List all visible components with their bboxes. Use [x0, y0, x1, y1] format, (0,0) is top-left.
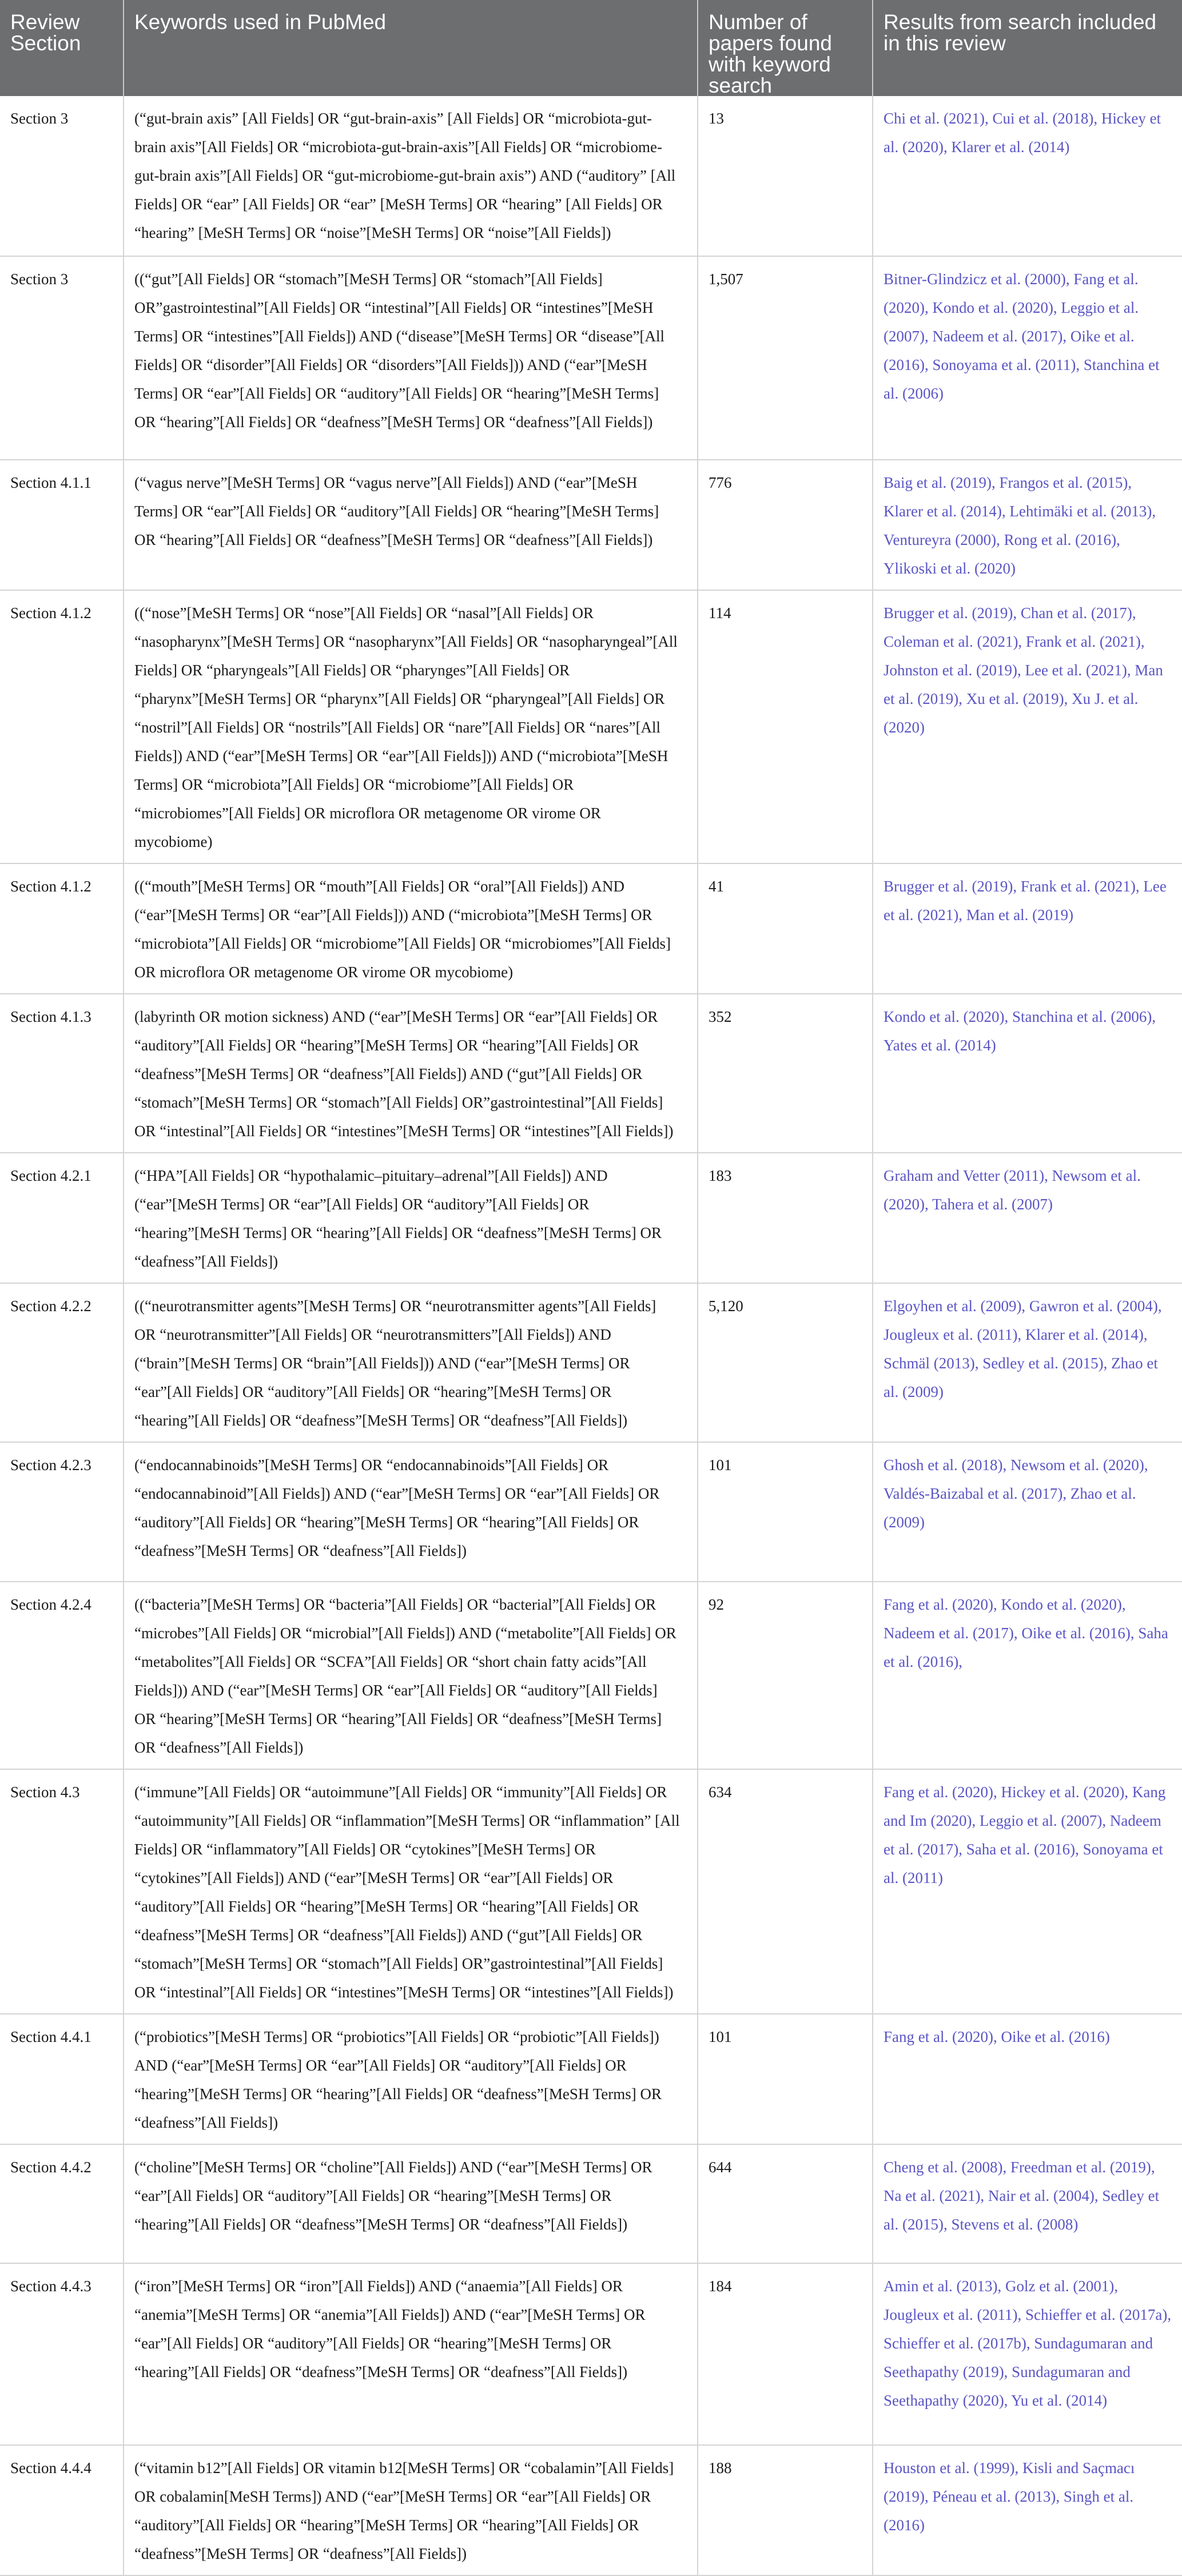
table-row [0, 2144, 1182, 2263]
paper-count-cell: 5,120 [698, 1283, 873, 1442]
section-cell: Section 4.2.1 [0, 1153, 124, 1283]
table-row [0, 2014, 1182, 2144]
header-keywords: Keywords used in PubMed [124, 0, 698, 96]
header-paper-count: Number of papers found with keyword search [698, 0, 873, 96]
results-cell[interactable]: Graham and Vetter (2011), Newsom et al. (2020), Tahera et al. (2007) [873, 1153, 1182, 1283]
keywords-cell: ((“gut”[All Fields] OR “stomach”[MeSH Terms] OR “stomach”[All Fields] OR”gastrointestinal”[All Fields] OR “intestinal”[All Fields] OR “intestines”[MeSH Terms] OR “intestines”[All Fields]) AND (“disease”[MeSH Terms] OR “disease”[All Fields] OR “disorder”[All Fields] OR “disorders”[All Fields])) AND (“ear”[MeSH Terms] OR “ear”[All Fields] OR “auditory”[All Fields] OR “hearing”[MeSH Terms] OR “hearing”[All Fields] OR “deafness”[MeSH Terms] OR “deafness”[All Fields]) [124, 256, 698, 460]
table-row [0, 1283, 1182, 1442]
paper-count-cell: 776 [698, 460, 873, 590]
header-review-section: Review Section [0, 0, 124, 96]
header-row [0, 0, 1182, 96]
paper-count-cell: 101 [698, 1442, 873, 1582]
header-results: Results from search included in this review [873, 0, 1182, 96]
section-cell: Section 4.4.4 [0, 2445, 124, 2575]
paper-count-cell: 13 [698, 96, 873, 256]
paper-count-cell: 184 [698, 2263, 873, 2445]
keywords-cell: (“vitamin b12”[All Fields] OR vitamin b12[MeSH Terms] OR “cobalamin”[All Fields] OR cobalamin[MeSH Terms]) AND (“ear”[MeSH Terms] OR “ear”[All Fields] OR “auditory”[All Fields] OR “hearing”[MeSH Terms] OR “hearing”[All Fields] OR “deafness”[MeSH Terms] OR “deafness”[All Fields]) [124, 2445, 698, 2575]
section-cell: Section 4.4.3 [0, 2263, 124, 2445]
paper-count-cell: 114 [698, 590, 873, 863]
results-cell[interactable]: Fang et al. (2020), Oike et al. (2016) [873, 2014, 1182, 2144]
paper-count-cell: 92 [698, 1582, 873, 1769]
table-row [0, 1582, 1182, 1769]
results-cell[interactable]: Fang et al. (2020), Kondo et al. (2020), Nadeem et al. (2017), Oike et al. (2016), Saha et al. (2016), [873, 1582, 1182, 1769]
results-cell[interactable]: Cheng et al. (2008), Freedman et al. (2019), Na et al. (2021), Nair et al. (2004), Sedley et al. (2015), Stevens et al. (2008) [873, 2144, 1182, 2263]
section-cell: Section 4.1.3 [0, 994, 124, 1153]
section-cell: Section 4.1.2 [0, 590, 124, 863]
table-row [0, 256, 1182, 460]
keywords-cell: (“choline”[MeSH Terms] OR “choline”[All Fields]) AND (“ear”[MeSH Terms] OR “ear”[All Fields] OR “auditory”[All Fields] OR “hearing”[MeSH Terms] OR “hearing”[All Fields] OR “deafness”[MeSH Terms] OR “deafness”[All Fields]) [124, 2144, 698, 2263]
keywords-cell: ((“mouth”[MeSH Terms] OR “mouth”[All Fields] OR “oral”[All Fields]) AND (“ear”[MeSH Terms] OR “ear”[All Fields])) AND (“microbiota”[MeSH Terms] OR “microbiota”[All Fields] OR “microbiome”[All Fields] OR “microbiomes”[All Fields] OR microflora OR metagenome OR virome OR mycobiome) [124, 863, 698, 994]
keywords-cell: ((“nose”[MeSH Terms] OR “nose”[All Fields] OR “nasal”[All Fields] OR “nasopharynx”[MeSH Terms] OR “nasopharynx”[All Fields] OR “nasopharyngeal”[All Fields] OR “pharyngeals”[All Fields] OR “pharynges”[All Fields] OR “pharynx”[MeSH Terms] OR “pharynx”[All Fields] OR “pharyngeal”[All Fields] OR “nostril”[All Fields] OR “nostrils”[All Fields] OR “nare”[All Fields] OR “nares”[All Fields]) AND (“ear”[MeSH Terms] OR “ear”[All Fields])) AND (“microbiota”[MeSH Terms] OR “microbiota”[All Fields] OR “microbiome”[All Fields] OR “microbiomes”[All Fields] OR microflora OR metagenome OR virome OR mycobiome) [124, 590, 698, 863]
paper-count-cell: 634 [698, 1769, 873, 2014]
keywords-cell: (“HPA”[All Fields] OR “hypothalamic–pituitary–adrenal”[All Fields]) AND (“ear”[MeSH Terms] OR “ear”[All Fields] OR “auditory”[All Fields] OR “hearing”[MeSH Terms] OR “hearing”[All Fields] OR “deafness”[MeSH Terms] OR “deafness”[All Fields]) [124, 1153, 698, 1283]
keywords-cell: ((“neurotransmitter agents”[MeSH Terms] OR “neurotransmitter agents”[All Fields] OR “neurotransmitter”[All Fields] OR “neurotransmitters”[All Fields]) AND (“brain”[MeSH Terms] OR “brain”[All Fields])) AND (“ear”[MeSH Terms] OR “ear”[All Fields] OR “auditory”[All Fields] OR “hearing”[MeSH Terms] OR “hearing”[All Fields] OR “deafness”[MeSH Terms] OR “deafness”[All Fields]) [124, 1283, 698, 1442]
paper-count-cell: 188 [698, 2445, 873, 2575]
paper-count-cell: 644 [698, 2144, 873, 2263]
section-cell: Section 3 [0, 256, 124, 460]
results-cell[interactable]: Amin et al. (2013), Golz et al. (2001), Jougleux et al. (2011), Schieffer et al. (2017a), Schieffer et al. (2017b), Sundagumaran and Seethapathy (2019), Sundagumaran and Seethapathy (2020), Yu et al. (2014) [873, 2263, 1182, 2445]
table-row [0, 96, 1182, 256]
table-row [0, 863, 1182, 994]
results-cell[interactable]: Bitner-Glindzicz et al. (2000), Fang et al. (2020), Kondo et al. (2020), Leggio et al. (2007), Nadeem et al. (2017), Oike et al. (2016), Sonoyama et al. (2011), Stanchina et al. (2006) [873, 256, 1182, 460]
section-cell: Section 4.1.1 [0, 460, 124, 590]
paper-count-cell: 183 [698, 1153, 873, 1283]
table-row [0, 460, 1182, 590]
table-row [0, 590, 1182, 863]
paper-count-cell: 352 [698, 994, 873, 1153]
results-cell[interactable]: Ghosh et al. (2018), Newsom et al. (2020), Valdés-Baizabal et al. (2017), Zhao et al. (2009) [873, 1442, 1182, 1582]
paper-count-cell: 101 [698, 2014, 873, 2144]
results-cell[interactable]: Houston et al. (1999), Kisli and Saçmacı (2019), Péneau et al. (2013), Singh et al. (2016) [873, 2445, 1182, 2575]
section-cell: Section 4.4.1 [0, 2014, 124, 2144]
keywords-cell: (“vagus nerve”[MeSH Terms] OR “vagus nerve”[All Fields]) AND (“ear”[MeSH Terms] OR “ear”[All Fields] OR “auditory”[All Fields] OR “hearing”[MeSH Terms] OR “hearing”[All Fields] OR “deafness”[MeSH Terms] OR “deafness”[All Fields]) [124, 460, 698, 590]
table-row [0, 1153, 1182, 1283]
keywords-cell: (“endocannabinoids”[MeSH Terms] OR “endocannabinoids”[All Fields] OR “endocannabinoid”[All Fields]) AND (“ear”[MeSH Terms] OR “ear”[All Fields] OR “auditory”[All Fields] OR “hearing”[MeSH Terms] OR “hearing”[All Fields] OR “deafness”[MeSH Terms] OR “deafness”[All Fields]) [124, 1442, 698, 1582]
table-row [0, 994, 1182, 1153]
results-cell[interactable]: Chi et al. (2021), Cui et al. (2018), Hickey et al. (2020), Klarer et al. (2014) [873, 96, 1182, 256]
keywords-cell: (“immune”[All Fields] OR “autoimmune”[All Fields] OR “immunity”[All Fields] OR “autoimmunity”[All Fields] OR “inflammation”[MeSH Terms] OR “inflammation” [All Fields] OR “inflammatory”[All Fields] OR “cytokines”[MeSH Terms] OR “cytokines”[All Fields]) AND (“ear”[MeSH Terms] OR “ear”[All Fields] OR “auditory”[All Fields] OR “hearing”[MeSH Terms] OR “hearing”[All Fields] OR “deafness”[MeSH Terms] OR “deafness”[All Fields]) AND (“gut”[All Fields] OR “stomach”[MeSH Terms] OR “stomach”[All Fields] OR”gastrointestinal”[All Fields] OR “intestinal”[All Fields] OR “intestines”[MeSH Terms] OR “intestines”[All Fields]) [124, 1769, 698, 2014]
results-cell[interactable]: Fang et al. (2020), Hickey et al. (2020), Kang and Im (2020), Leggio et al. (2007), Nadeem et al. (2017), Saha et al. (2016), Sonoyama et al. (2011) [873, 1769, 1182, 2014]
keywords-cell: (“probiotics”[MeSH Terms] OR “probiotics”[All Fields] OR “probiotic”[All Fields]) AND (“ear”[MeSH Terms] OR “ear”[All Fields] OR “auditory”[All Fields] OR “hearing”[MeSH Terms] OR “hearing”[All Fields] OR “deafness”[MeSH Terms] OR “deafness”[All Fields]) [124, 2014, 698, 2144]
table-row [0, 1769, 1182, 2014]
keywords-cell: ((“bacteria”[MeSH Terms] OR “bacteria”[All Fields] OR “bacterial”[All Fields] OR “microbes”[All Fields] OR “microbial”[All Fields]) AND (“metabolite”[All Fields] OR “metabolites”[All Fields] OR “SCFA”[All Fields] OR “short chain fatty acids”[All Fields])) AND (“ear”[MeSH Terms] OR “ear”[All Fields] OR “auditory”[All Fields] OR “hearing”[MeSH Terms] OR “hearing”[All Fields] OR “deafness”[MeSH Terms] OR “deafness”[All Fields]) [124, 1582, 698, 1769]
section-cell: Section 4.1.2 [0, 863, 124, 994]
results-cell[interactable]: Baig et al. (2019), Frangos et al. (2015), Klarer et al. (2014), Lehtimäki et al. (2013), Ventureyra (2000), Rong et al. (2016), Ylikoski et al. (2020) [873, 460, 1182, 590]
section-cell: Section 4.2.2 [0, 1283, 124, 1442]
results-cell[interactable]: Kondo et al. (2020), Stanchina et al. (2006), Yates et al. (2014) [873, 994, 1182, 1153]
paper-count-cell: 1,507 [698, 256, 873, 460]
results-cell[interactable]: Brugger et al. (2019), Chan et al. (2017), Coleman et al. (2021), Frank et al. (2021), Johnston et al. (2019), Lee et al. (2021), Man et al. (2019), Xu et al. (2019), Xu J. et al. (2020) [873, 590, 1182, 863]
results-cell[interactable]: Brugger et al. (2019), Frank et al. (2021), Lee et al. (2021), Man et al. (2019) [873, 863, 1182, 994]
table-header [0, 0, 1182, 96]
keywords-cell: (“gut-brain axis” [All Fields] OR “gut-brain-axis” [All Fields] OR “microbiota-gut-brain axis”[All Fields] OR “microbiota-gut-brain-axis”[All Fields] OR “microbiome-gut-brain axis”[All Fields] OR “gut-microbiome-gut-brain axis”) AND (“auditory” [All Fields] OR “ear” [All Fields] OR “ear” [MeSH Terms] OR “hearing” [All Fields] OR “hearing” [MeSH Terms] OR “noise”[MeSH Terms] OR “noise”[All Fields]) [124, 96, 698, 256]
section-cell: Section 3 [0, 96, 124, 256]
table-body [0, 96, 1182, 2575]
keywords-cell: (“iron”[MeSH Terms] OR “iron”[All Fields]) AND (“anaemia”[All Fields] OR “anemia”[MeSH Terms] OR “anemia”[All Fields]) AND (“ear”[MeSH Terms] OR “ear”[All Fields] OR “auditory”[All Fields] OR “hearing”[MeSH Terms] OR “hearing”[All Fields] OR “deafness”[MeSH Terms] OR “deafness”[All Fields]) [124, 2263, 698, 2445]
section-cell: Section 4.4.2 [0, 2144, 124, 2263]
paper-count-cell: 41 [698, 863, 873, 994]
keywords-cell: (labyrinth OR motion sickness) AND (“ear”[MeSH Terms] OR “ear”[All Fields] OR “auditory”[All Fields] OR “hearing”[MeSH Terms] OR “hearing”[All Fields] OR “deafness”[MeSH Terms] OR “deafness”[All Fields]) AND (“gut”[All Fields] OR “stomach”[MeSH Terms] OR “stomach”[All Fields] OR”gastrointestinal”[All Fields] OR “intestinal”[All Fields] OR “intestines”[MeSH Terms] OR “intestines”[All Fields]) [124, 994, 698, 1153]
section-cell: Section 4.2.3 [0, 1442, 124, 1582]
table-row [0, 2445, 1182, 2575]
table-row [0, 1442, 1182, 1582]
table-row [0, 2263, 1182, 2445]
results-cell[interactable]: Elgoyhen et al. (2009), Gawron et al. (2004), Jougleux et al. (2011), Klarer et al. (2014), Schmäl (2013), Sedley et al. (2015), Zhao et al. (2009) [873, 1283, 1182, 1442]
section-cell: Section 4.2.4 [0, 1582, 124, 1769]
section-cell: Section 4.3 [0, 1769, 124, 2014]
